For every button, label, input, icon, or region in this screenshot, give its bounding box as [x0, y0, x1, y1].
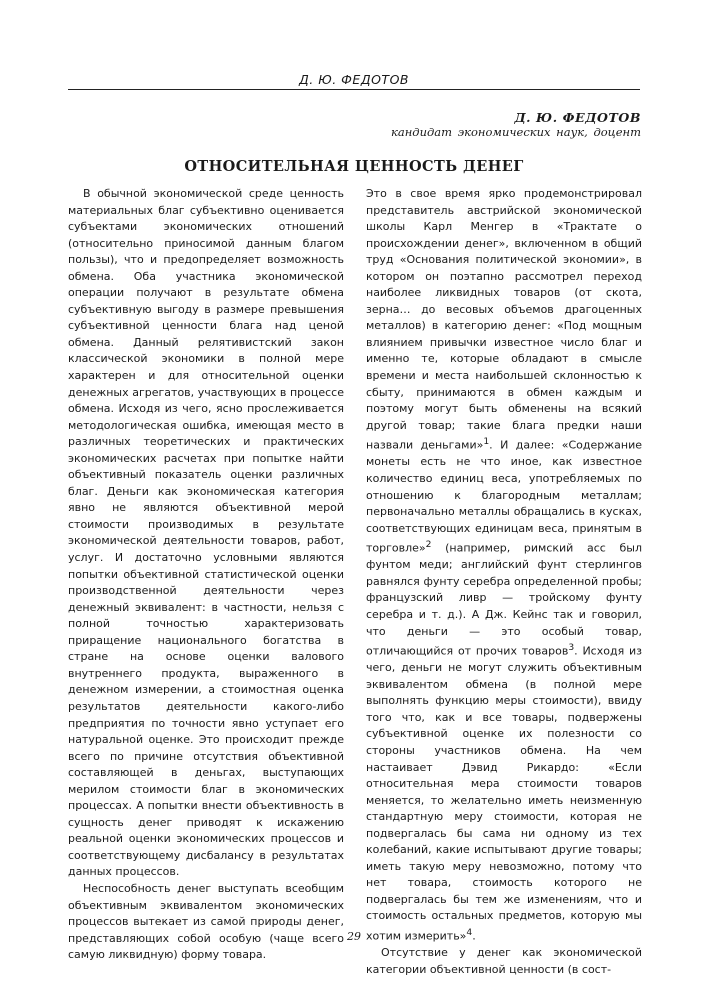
text-run: Это в свое время ярко продемонстрировал представитель австрийской экономической школы Карл Менгер в «Трактате о происхождении денег», включенном в общий труд «Основания политической экономии», в котором он поэтапно рассмотрел переход наиболее ликвидных товаров (от скота, зерна… до весовых объемов драгоценных металлов) в категорию денег: «Под мощным влиянием привычки известное число благ и именно те, которые обладают в смысле времени и места наибольшей склонностью к сбыту, принимаются в обмен каждым и поэтому могут быть обменены на всякий другой товар; такие блага предки наши назвали деньгами»: [366, 187, 642, 452]
left-column: [68, 186, 344, 964]
running-head: Д. Ю. ФЕДОТОВ: [299, 72, 409, 87]
article-title: ОТНОСИТЕЛЬНАЯ ЦЕННОСТЬ ДЕНЕГ: [184, 158, 524, 175]
text-run: (например, римский асс был фунтом меди; английский фунт стерлингов равнялся фунту серебра определенной пробы; французский ливр — тройскому фунту серебра и т. д.). А Дж. Кейнс так и говорил, что деньги — это особый товар, отличающийся от прочих товаров: [366, 541, 642, 658]
header-rule: [68, 89, 640, 90]
author-position: кандидат экономических наук, доцент: [391, 125, 641, 139]
text-run: . И далее: «Содержание монеты есть не что иное, как известное количество единиц веса, употребляемых по отношению к благородным металлам; первоначально металлы обращались в кусках, соответствующих единицам веса, принятым в торговле»: [366, 438, 642, 555]
paragraph: В обычной экономической среде ценность материальных благ субъективно оценивается субъектами экономических отношений (относительно приносимой данным благом пользы), что и предопределяет возможность обмена. Оба участника экономической операции получают в результате обмена субъективную выгоду в размере превышения субъективной ценности блага над ценой обмена. Данный релятивистский закон классической экономики в полной мере характерен и для относительной оценки денежных агрегатов, участвующих в процессе обмена. Исходя из чего, ясно прослеживается методологическая ошибка, имеющая место в различных теоретических и практических экономических расчетах при попытке найти объективный показатель оценки различных благ. Деньги как экономическая категория явно не являются объективной мерой стоимости производимых в результате экономической деятельности товаров, работ, услуг. И достаточно условными являются попытки объективной статистической оценки производственной деятельности через денежный эквивалент: в частности, нельзя с полной точностью характеризовать приращение национального богатства в стране на основе оценки валового внутреннего продукта, выраженного в денежном измерении, а стоимостная оценка результатов деятельности какого-либо предприятия по точности явно уступает его натуральной оценке. Это происходит прежде всего по причине отсутствия объективной составляющей в деньгах, выступающих мерилом стоимости благ в экономических процессах. А попытки внести объективность в сущность денег приводят к искажению реальной оценки экономических процессов и соответствующему дисбалансу в результатах данных процессов.: [68, 187, 344, 879]
footnote-ref[interactable]: 3: [568, 642, 575, 654]
text-run: .: [472, 929, 476, 943]
paragraph: [366, 186, 642, 945]
footnote-ref[interactable]: 4: [466, 927, 473, 939]
paragraph: Отсутствие у денег как экономической категории объективной ценности (в сост-: [366, 946, 642, 976]
author-name: Д. Ю. ФЕДОТОВ: [514, 110, 641, 125]
page-number: 29: [347, 930, 361, 943]
footnote-ref[interactable]: 2: [425, 539, 432, 551]
footnote-ref[interactable]: 1: [483, 436, 490, 448]
paragraph: Неспособность денег выступать всеобщим объективным эквивалентом экономических процессов вытекает из самой природы денег, представляющих собой особую (чаще всего самую ликвидную) форму товара.: [68, 881, 344, 962]
text-run: . Исходя из чего, деньги не могут служить объективным эквивалентом обмена (в полной мере выполнять функцию меры стоимости), ввиду того что, как и все товары, подвержены субъективной оценке их полезности со стороны участников обмена. На чем настаивает Дэвид Рикардо: «Если относительная мера стоимости товаров меняется, то желательно иметь неизменную стандартную меру стоимости, которая не подвергалась бы сама ни одному из тех колебаний, какие испытывают другие товары; иметь такую меру невозможно, потому что нет товара, стоимость которого не подвергалась бы тем же изменениям, что и стоимость остальных предметов, которую мы хотим измерить»: [366, 644, 643, 943]
right-column: [366, 186, 642, 978]
